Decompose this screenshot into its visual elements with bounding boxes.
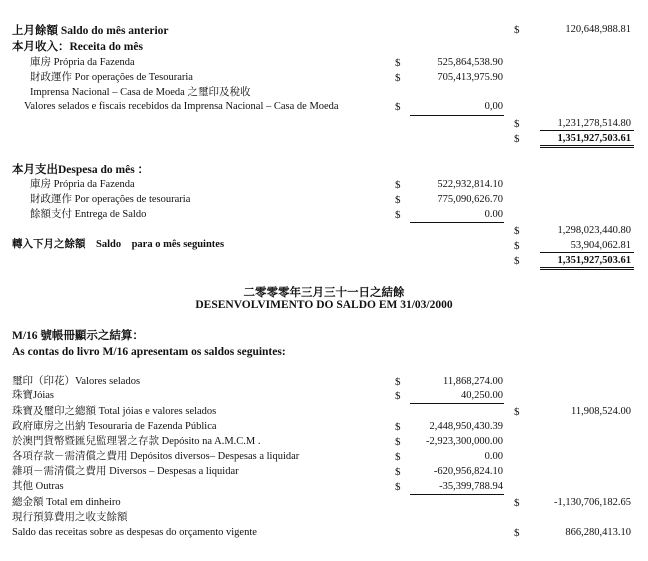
despesa-item-amount: 522,932,814.10 [437, 179, 503, 190]
receita-grand-total: 1,351,927,503.61 [557, 133, 631, 144]
rule [540, 252, 634, 253]
rule [540, 130, 634, 131]
m16-item-label: 珠寶及璽印之總額 Total jóias e valores selados [12, 406, 217, 417]
receita-subtotal: 1,231,278,514.80 [557, 118, 631, 129]
despesa-grand-total: 1,351,927,503.61 [557, 255, 631, 266]
currency-sign: $ [395, 436, 401, 448]
rule [540, 145, 634, 146]
currency-sign: $ [514, 118, 520, 130]
receita-item-amount: 705,413,975.90 [437, 72, 503, 83]
currency-sign: $ [514, 133, 520, 145]
despesa-item-label: 財政運作 Por operações de tesouraria [30, 194, 191, 205]
m16-item-amount: -620,956,824.10 [433, 466, 503, 477]
receita-item-amount: 0,00 [484, 101, 503, 112]
m16-item-label: 現行預算費用之收支餘額 [12, 512, 128, 523]
currency-sign: $ [395, 179, 401, 191]
currency-sign: $ [395, 194, 401, 206]
saldo-anterior-amount: 120,648,988.81 [565, 24, 631, 35]
currency-sign: $ [514, 497, 520, 509]
m16-item-label: 於澳門貨幣暨匯兒監理署之存款 Depósito na A.M.C.M . [12, 436, 261, 447]
m16-item-label: 政府庫房之出納 Tesouraria de Fazenda Pública [12, 421, 217, 432]
saldo-anterior-label: 上月餘額 Saldo do mês anterior [12, 25, 169, 37]
currency-sign: $ [395, 72, 401, 84]
m16-item-amount: 866,280,413.10 [565, 527, 631, 538]
m16-heading-zh: M/16 號帳冊顯示之結算： [12, 330, 144, 342]
rule [540, 269, 634, 270]
receita-item-label: 財政運作 Por operações de Tesouraria [30, 72, 193, 83]
currency-sign: $ [514, 255, 520, 267]
rule [410, 403, 504, 404]
m16-item-amount: -2,923,300,000.00 [426, 436, 503, 447]
rule [410, 115, 504, 116]
currency-sign: $ [395, 57, 401, 69]
receita-item-label: Valores selados e fiscais recebidos da Imprensa Nacional – Casa de Moeda [24, 101, 339, 112]
despesa-item-label: 庫房 Própria da Fazenda [30, 179, 135, 190]
m16-item-amount: 11,908,524.00 [571, 406, 631, 417]
rule [540, 267, 634, 268]
m16-item-label: 雜項－需清償之費用 Diversos – Despesas a liquidar [12, 466, 239, 477]
m16-item-amount: 40,250.00 [461, 390, 503, 401]
desenvolvimento-heading-pt: DESENVOLVIMENTO DO SALDO EM 31/03/2000 [195, 299, 453, 311]
rule [410, 222, 504, 223]
rule [410, 494, 504, 495]
currency-sign: $ [395, 451, 401, 463]
currency-sign: $ [514, 406, 520, 418]
despesa-item-amount: 775,090,626.70 [437, 194, 503, 205]
currency-sign: $ [514, 225, 520, 237]
despesa-item-label: 餘額支付 Entrega de Saldo [30, 209, 147, 220]
m16-item-amount: -35,399,788.94 [439, 481, 503, 492]
currency-sign: $ [395, 481, 401, 493]
currency-sign: $ [514, 527, 520, 539]
m16-item-label: Saldo das receitas sobre as despesas do orçamento vigente [12, 527, 257, 538]
receita-heading: 本月收入：Receita do mês [12, 41, 143, 53]
currency-sign: $ [514, 24, 520, 36]
despesa-item-amount: 0.00 [484, 209, 503, 220]
m16-item-label: 璽印（印花）Valores selados [12, 376, 141, 387]
m16-item-label: 其他 Outras [12, 481, 64, 492]
receita-item-label: 庫房 Própria da Fazenda [30, 57, 135, 68]
saldo-seguinte-amount: 53,904,062.81 [570, 240, 631, 251]
currency-sign: $ [514, 240, 520, 252]
m16-item-amount: 0.00 [484, 451, 503, 462]
currency-sign: $ [395, 101, 401, 113]
currency-sign: $ [395, 376, 401, 388]
m16-item-label: 總金額 Total em dinheiro [12, 497, 121, 508]
receita-item-amount: 525,864,538.90 [437, 57, 503, 68]
rule [540, 147, 634, 148]
m16-item-label: 珠寶Jóias [12, 390, 54, 401]
currency-sign: $ [395, 466, 401, 478]
currency-sign: $ [395, 390, 401, 402]
m16-item-amount: 11,868,274.00 [443, 376, 503, 387]
m16-item-label: 各項存款－需清償之費用 Depósitos diversos– Despesas a liquidar [12, 451, 300, 462]
despesa-subtotal: 1,298,023,440.80 [557, 225, 631, 236]
currency-sign: $ [395, 209, 401, 221]
receita-item-label: Imprensa Nacional – Casa de Moeda 之璽印及稅收 [30, 87, 251, 98]
currency-sign: $ [395, 421, 401, 433]
desenvolvimento-heading-zh: 二零零零年三月三十一日之結餘 [243, 287, 405, 299]
saldo-seguinte-label: 轉入下月之餘額 Saldo para o mês seguintes [12, 239, 225, 250]
m16-item-amount: 2,448,950,430.39 [429, 421, 503, 432]
despesa-heading: 本月支出Despesa do mês ： [12, 164, 150, 176]
m16-heading-pt: As contas do livro M/16 apresentam os saldos seguintes: [12, 346, 286, 358]
m16-item-amount: -1,130,706,182.65 [554, 497, 631, 508]
